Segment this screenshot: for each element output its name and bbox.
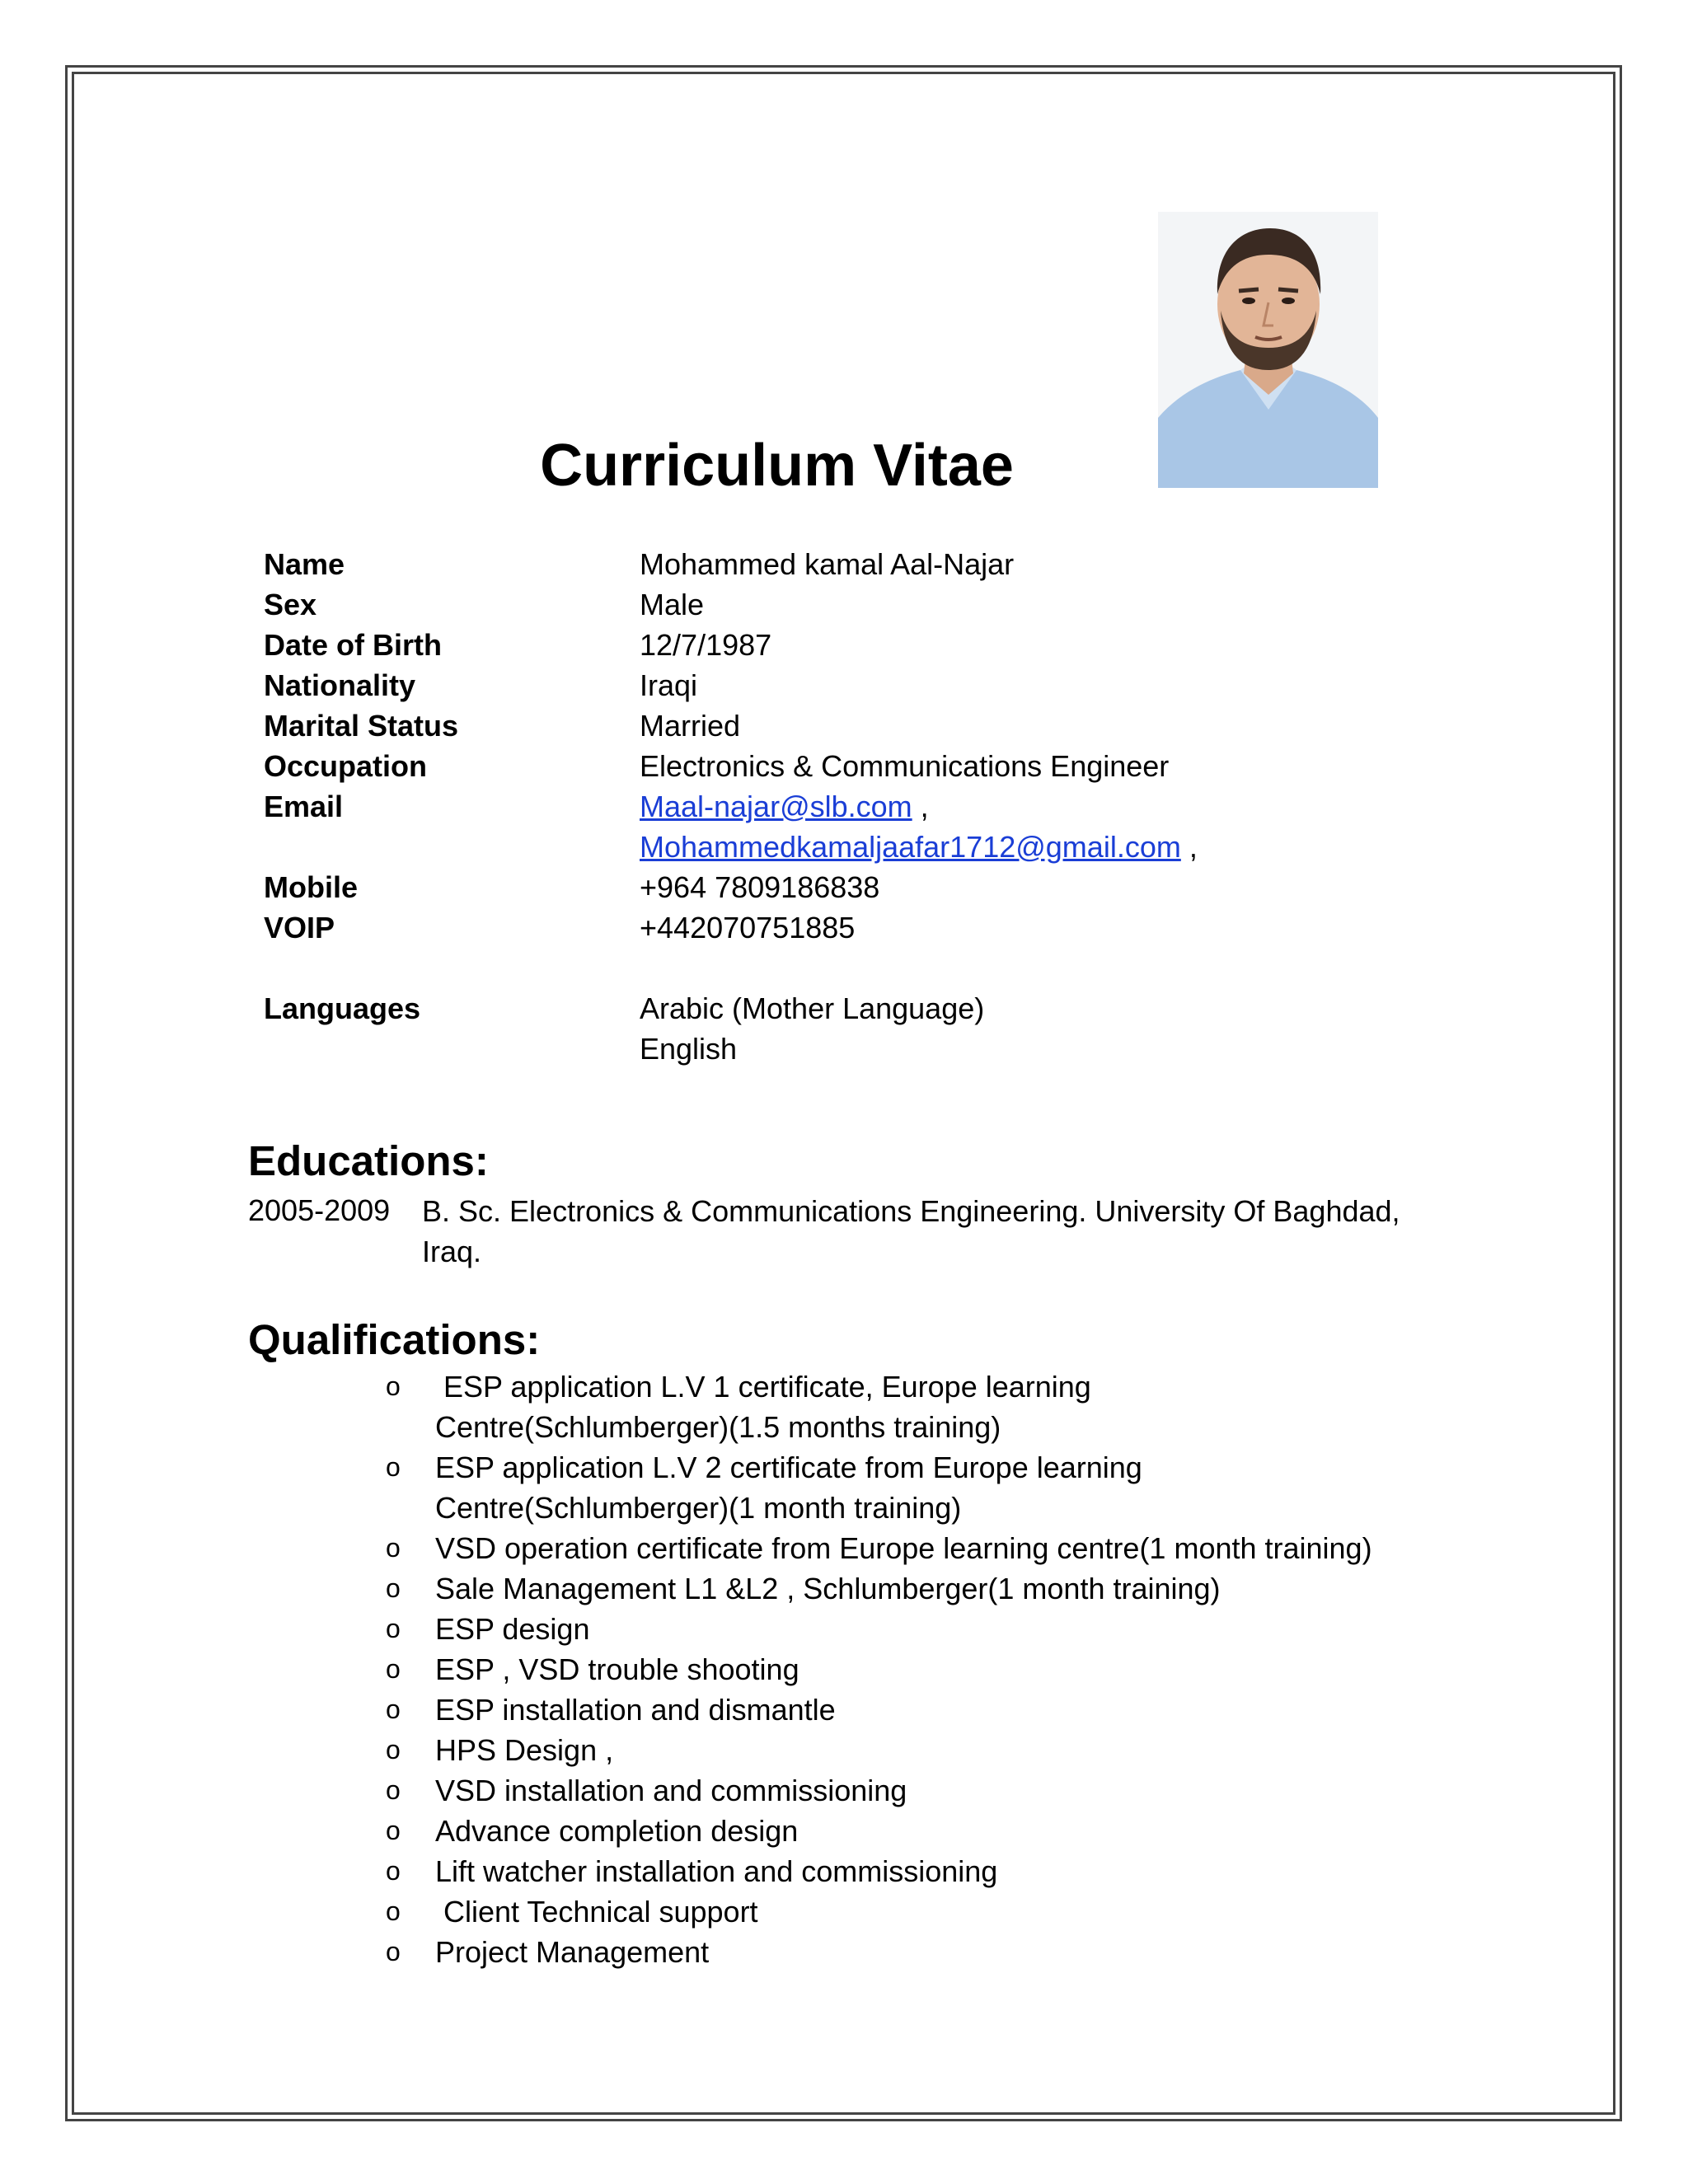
qualification-item	[383, 1730, 1479, 1770]
qualification-text: ESP application L.V 1 certificate, Europe learning Centre(Schlumberger)(1.5 months training)	[435, 1370, 1091, 1444]
email-link-personal[interactable]: Mohammedkamaljaafar1712@gmail.com	[640, 830, 1181, 864]
qualification-text: Sale Management L1 &L2 , Schlumberger(1 month training)	[435, 1572, 1221, 1605]
qualification-item	[383, 1811, 1479, 1851]
language-item: English	[640, 1032, 738, 1066]
education-heading: Educations:	[248, 1137, 489, 1184]
nationality-value: Iraqi	[640, 668, 698, 702]
qualification-text: ESP installation and dismantle	[435, 1693, 836, 1727]
bullet-icon: o	[386, 1816, 401, 1845]
sex-value: Male	[640, 588, 705, 621]
sex-label: Sex	[264, 588, 317, 621]
email-separator: ,	[1189, 830, 1198, 864]
qualification-item	[383, 1770, 1479, 1811]
qualification-item	[383, 1447, 1177, 1528]
mobile-value: +964 7809186838	[640, 870, 880, 904]
name-label: Name	[264, 547, 345, 581]
qualifications-list	[383, 1366, 1479, 1972]
email-line-2	[640, 827, 1198, 867]
email-label: Email	[264, 790, 344, 823]
bullet-icon: o	[386, 1896, 401, 1926]
occupation-value: Electronics & Communications Engineer	[640, 749, 1170, 783]
bullet-icon: o	[386, 1775, 401, 1805]
email-separator: ,	[920, 790, 929, 823]
qualification-text: Project Management	[435, 1935, 710, 1969]
qualification-text: Client Technical support	[435, 1895, 758, 1929]
qualification-item	[383, 1366, 1177, 1447]
voip-label: VOIP	[264, 911, 335, 944]
voip-value: +442070751885	[640, 911, 856, 944]
bullet-icon: o	[386, 1937, 401, 1966]
nationality-label: Nationality	[264, 668, 416, 702]
qualification-text: ESP , VSD trouble shooting	[435, 1652, 799, 1686]
qualification-item	[383, 1649, 1479, 1690]
qualification-text: Lift watcher installation and commissioning	[435, 1854, 998, 1888]
languages-label: Languages	[264, 991, 421, 1025]
occupation-label: Occupation	[264, 749, 428, 783]
qualification-item	[383, 1690, 1479, 1730]
bullet-icon: o	[386, 1452, 401, 1482]
marital-status-value: Married	[640, 709, 741, 743]
document-title: Curriculum Vitae	[540, 433, 1014, 499]
mobile-label: Mobile	[264, 870, 358, 904]
qualification-item	[383, 1609, 1479, 1649]
qualification-text: ESP application L.V 2 certificate from Europe learning Centre(Schlumberger)(1 month training)	[435, 1451, 1142, 1525]
dob-value: 12/7/1987	[640, 628, 772, 662]
qualification-text: VSD operation certificate from Europe learning centre(1 month training)	[435, 1531, 1372, 1565]
dob-label: Date of Birth	[264, 628, 442, 662]
bullet-icon: o	[386, 1735, 401, 1765]
bullet-icon: o	[386, 1533, 401, 1563]
bullet-icon: o	[386, 1573, 401, 1603]
qualifications-heading: Qualifications:	[248, 1316, 541, 1363]
email-link-work[interactable]: Maal-najar@slb.com	[640, 790, 912, 823]
profile-photo	[1158, 212, 1378, 488]
bullet-icon: o	[386, 1856, 401, 1886]
name-value: Mohammed kamal Aal-Najar	[640, 547, 1015, 581]
bullet-icon: o	[386, 1371, 401, 1401]
qualification-item	[383, 1891, 1479, 1932]
qualification-text: VSD installation and commissioning	[435, 1774, 907, 1807]
bullet-icon: o	[386, 1694, 401, 1724]
qualification-text: Advance completion design	[435, 1814, 799, 1848]
bullet-icon: o	[386, 1654, 401, 1684]
email-line-1	[640, 787, 929, 827]
qualification-text: ESP design	[435, 1612, 590, 1646]
qualification-item	[383, 1851, 1479, 1891]
education-years: 2005-2009	[248, 1193, 391, 1227]
qualification-item	[383, 1528, 1479, 1568]
education-description: B. Sc. Electronics & Communications Engineering. University Of Baghdad, Iraq.	[422, 1194, 1400, 1268]
qualification-item	[383, 1568, 1479, 1609]
qualification-text: HPS Design ,	[435, 1733, 614, 1767]
marital-status-label: Marital Status	[264, 709, 459, 743]
qualification-item	[383, 1932, 1479, 1972]
language-item: Arabic (Mother Language)	[640, 991, 985, 1025]
bullet-icon: o	[386, 1614, 401, 1643]
